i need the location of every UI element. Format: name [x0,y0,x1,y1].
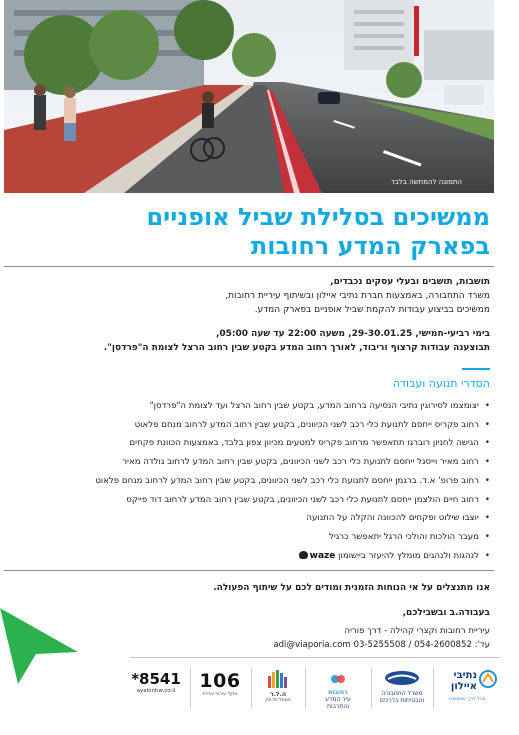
ayalon-line-1: נתיבי [453,670,477,681]
footer-divider [130,657,500,658]
rehovot-line-2: עיר המדע [325,696,351,703]
headline-line-2: בפארק המדע רחובות [250,232,490,260]
intro-line-1: משרד התחבורה, באמצעות חברת נתיבי איילון ובשיתוף עיריית רחובות, [225,291,490,301]
ayalon-line-2: איילון [450,681,477,692]
footer-separator [251,668,252,708]
hlr-bars-icon [267,670,289,688]
list-item: •לנהגות ולנהגים מומלץ להיעזר ביישומון waze [20,547,490,566]
list-item: •הגישה לחניון רוברגו תתאפשר מרחוב פקריס למטעים מכיוון צפון בלבד, באמצעות הכוונת פקחים [129,438,490,449]
schedule-line-1: בימי רביעי-חמישי, 29-30.01.25, משעה 22:00 עד שעה 05:00, [215,329,490,339]
waze-logo: waze [309,550,336,561]
headline [20,203,490,261]
hero-illustration [4,0,494,193]
ministry-line-2: והבטיחות בדרכים [379,697,425,704]
municipal-hotline-block [196,670,244,698]
list-item: •רחוב פקריס ייחסם לתנועת כלי רכב לשני הכיוונים, בקטע שבין רחוב המדע לרחוב מנחם פלאוט [134,419,490,430]
section-accent-line [462,368,490,370]
waze-icon [299,551,308,559]
schedule-line-2: תבוצענה עבודות קרצוף וריבוד, לאורך רחוב המדע בקטע שבין רחוב הרצל לצומת ה"פרדסן". [103,343,490,353]
hotline-block [128,670,184,694]
greeting: תושבות, תושבים ובעלי עסקים נכבדים, [330,277,490,287]
ayalon-logo [437,670,497,702]
rehovot-emblem-icon [330,673,346,685]
footer-separator [433,668,434,708]
ministry-line-1: משרד התחבורה [381,690,423,697]
divider [4,266,494,267]
footer-separator [305,668,306,708]
ayalon-emblem-icon [479,670,497,688]
rehovot-logo [312,670,364,710]
list-item: •יוצבו שילוט ופקחים להכוונה והקלה על התנועה [306,513,490,524]
ayalon-tagline: בכל דרך שתבחרו [448,696,486,702]
image-caption: התמונה להמחשה בלבד [391,178,462,186]
street-rendering [4,0,494,193]
list-item: •רחוב מאיר וייסגל ייחסם לתנועת כלי רכב לשני הכיוונים, בקטע שבין רחוב המדע לרחוב גולדה מאיר [122,457,490,468]
arrangements-list [20,397,490,565]
intro-paragraph [20,275,490,317]
email-link[interactable]: adi@viaporia.com [273,640,351,650]
list-item: •רחוב פרופ' א.ד. ברגמן ייחסם לתנועת כלי רכב לשני הכיוונים, בקטע שבין רחוב המדע לרחוב מנחם פלאוט [95,475,490,486]
list-item: •רחוב חיים הולצמן ייחסם לתנועת כלי רכב לשני הכיוונים, בקטע שבין רחוב המדע לרחוב דוד פייקס [126,494,490,505]
green-arrow-icon [0,598,100,688]
rehovot-line-1: רחובות [328,689,348,696]
ministry-emblem-icon [384,670,420,686]
footer-separator [190,668,191,708]
phone-numbers: עד': 054-2600852 / 03-5255508 [350,640,490,650]
hotline-number[interactable]: *8541 [131,670,181,688]
list-item: •יצומצמו לסירוגין נתיבי הנסיעה ברחוב המדע, בקטע שבין רחוב הרצל ועד לצומת ה"פרדסן" [149,401,490,411]
intro-line-2: ממשיכים בביצוע עבודות להקמת שביל אופניים בפארק המדע. [254,305,490,315]
list-item: •מעבר הולכות והולכי הרגל יתאפשר כרגיל [328,531,490,542]
apology-text: אנו מתנצלים על אי הנוחות הזמנית ומודים לכם על שיתוף הפעולה. [213,583,490,593]
hlr-logo [258,670,298,704]
municipal-number[interactable]: 106 [199,670,241,692]
municipal-sub: מוקד עירוני עיריית [202,692,238,697]
signoff: בעבודה.ב ובשבילכם, [402,608,490,618]
hotline-site[interactable]: ayalonhw.co.il [136,688,176,694]
section-heading: הסדרי תנועה ועבודה [392,377,490,390]
headline-line-1: ממשיכים בסלילת שביל אופניים [146,203,490,231]
schedule-paragraph [20,327,490,355]
hlr-name: ה.ל.ר [270,691,286,698]
municipality-line: עיריית רחובות וקצרי קהילה - דרך פוריה [344,626,490,636]
divider [4,570,494,571]
rehovot-line-3: והתרבות [327,703,349,710]
footer-separator [371,668,372,708]
hlr-sub: חשמל ולרתק [265,698,291,703]
ministry-logo [376,670,428,704]
